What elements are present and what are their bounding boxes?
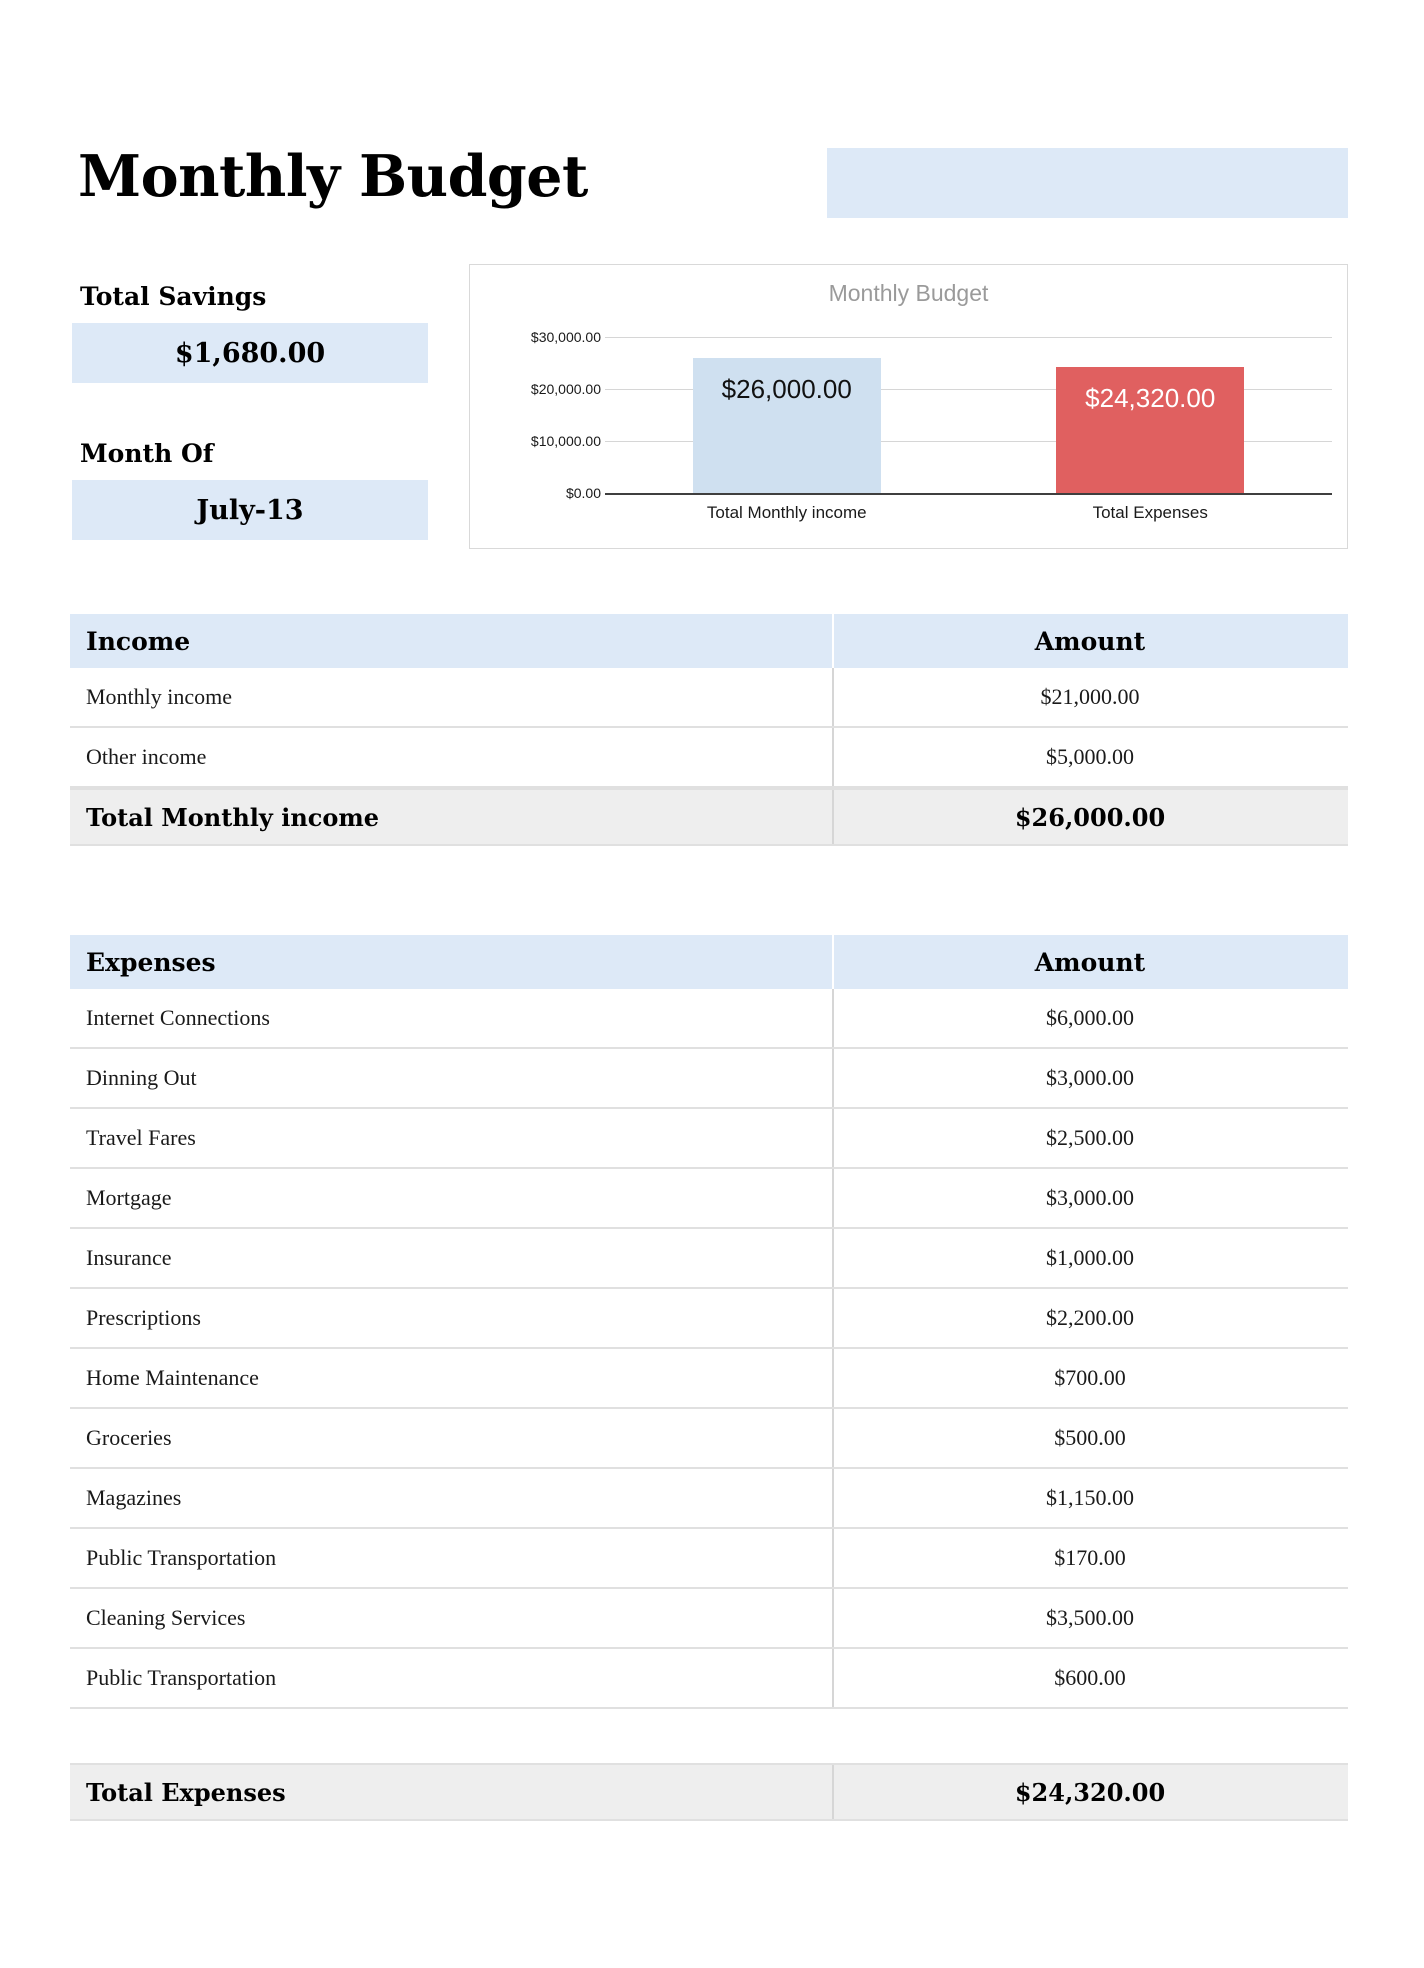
chart-bar-value-label: $26,000.00 <box>721 373 852 404</box>
table-spacer <box>70 1709 1348 1763</box>
expenses-row-amount: $2,200.00 <box>1046 1305 1134 1330</box>
expenses-row-amount: $170.00 <box>1054 1545 1126 1570</box>
chart-y-tick-label: $10,000.00 <box>530 433 601 449</box>
expenses-row-amount: $3,500.00 <box>1046 1605 1134 1630</box>
chart-axis-line <box>605 493 1332 495</box>
income-row-amount: $21,000.00 <box>1040 684 1140 709</box>
expenses-header-name: Expenses <box>86 947 216 977</box>
column-divider <box>832 1765 834 1819</box>
expenses-row-name: Dinning Out <box>86 1065 197 1090</box>
income-total-amount: $26,000.00 <box>1014 802 1166 832</box>
table-row[interactable] <box>70 728 1348 788</box>
month-of-label: Month Of <box>80 439 214 468</box>
chart-bar[interactable] <box>693 358 881 493</box>
column-divider <box>832 1229 834 1287</box>
income-total-name: Total Monthly income <box>86 802 380 832</box>
column-divider <box>832 1469 834 1527</box>
chart-category-label: Total Expenses <box>1092 503 1208 522</box>
expenses-row-amount: $3,000.00 <box>1046 1065 1134 1090</box>
income-row-name: Monthly income <box>86 684 233 709</box>
table-row[interactable] <box>70 1589 1348 1649</box>
income-total-row[interactable] <box>70 788 1348 846</box>
expenses-row-amount: $500.00 <box>1054 1425 1126 1450</box>
chart-title: Monthly Budget <box>828 280 989 306</box>
chart-plot-area <box>530 329 1332 522</box>
expenses-row-name: Mortgage <box>86 1185 172 1210</box>
income-header-name: Income <box>86 626 191 656</box>
table-row[interactable] <box>70 989 1348 1049</box>
table-row[interactable] <box>70 1169 1348 1229</box>
total-savings-value: $1,680.00 <box>174 337 326 369</box>
expenses-row-amount: $1,150.00 <box>1046 1485 1134 1510</box>
chart-y-tick-label: $20,000.00 <box>530 381 601 397</box>
chart-category-label: Total Monthly income <box>706 503 867 522</box>
column-divider <box>832 1649 834 1707</box>
expenses-row-name: Internet Connections <box>86 1005 270 1030</box>
column-divider <box>832 1169 834 1227</box>
table-row[interactable] <box>70 1109 1348 1169</box>
total-savings-value-box[interactable] <box>72 323 428 383</box>
expenses-row-name: Public Transportation <box>86 1665 277 1690</box>
income-row-amount: $5,000.00 <box>1046 744 1134 769</box>
expenses-row-name: Home Maintenance <box>86 1365 259 1390</box>
income-header-row <box>70 614 1348 668</box>
expenses-row-name: Groceries <box>86 1425 172 1450</box>
column-divider <box>832 1409 834 1467</box>
expenses-row-name: Travel Fares <box>86 1125 196 1150</box>
expenses-header-row <box>70 935 1348 989</box>
expenses-header-amount: Amount <box>1034 947 1146 977</box>
income-row-name: Other income <box>86 744 207 769</box>
table-row[interactable] <box>70 1469 1348 1529</box>
expenses-row-amount: $6,000.00 <box>1046 1005 1134 1030</box>
chart-gridline <box>605 337 1332 338</box>
month-of-value: July-13 <box>196 494 304 526</box>
column-divider <box>832 614 834 668</box>
header-accent-box <box>827 148 1348 218</box>
chart-bar[interactable] <box>1056 367 1244 493</box>
table-row[interactable] <box>70 668 1348 728</box>
table-row[interactable] <box>70 1649 1348 1709</box>
expenses-row-amount: $600.00 <box>1054 1665 1126 1690</box>
expenses-row-name: Prescriptions <box>86 1305 201 1330</box>
expenses-row-amount: $2,500.00 <box>1046 1125 1134 1150</box>
column-divider <box>832 1349 834 1407</box>
month-of-value-box[interactable] <box>72 480 428 540</box>
expenses-row-name: Public Transportation <box>86 1545 277 1570</box>
table-row[interactable] <box>70 1349 1348 1409</box>
expenses-row-name: Insurance <box>86 1245 172 1270</box>
total-savings-label: Total Savings <box>80 282 267 311</box>
expenses-row-amount: $1,000.00 <box>1046 1245 1134 1270</box>
income-table <box>70 614 1348 846</box>
expenses-total-name: Total Expenses <box>86 1777 286 1807</box>
column-divider <box>832 1529 834 1587</box>
page-title: Monthly Budget <box>78 143 588 210</box>
column-divider <box>832 1109 834 1167</box>
table-row[interactable] <box>70 1289 1348 1349</box>
column-divider <box>832 1049 834 1107</box>
column-divider <box>832 1289 834 1347</box>
expenses-table <box>70 935 1348 1821</box>
expenses-row-name: Cleaning Services <box>86 1605 246 1630</box>
table-row[interactable] <box>70 1409 1348 1469</box>
chart-bar-value-label: $24,320.00 <box>1085 382 1216 413</box>
table-row[interactable] <box>70 1529 1348 1589</box>
table-row[interactable] <box>70 1049 1348 1109</box>
column-divider <box>832 989 834 1047</box>
chart-y-tick-label: $0.00 <box>565 485 601 501</box>
income-header-amount: Amount <box>1034 626 1146 656</box>
expenses-total-amount: $24,320.00 <box>1014 1777 1166 1807</box>
table-row[interactable] <box>70 1229 1348 1289</box>
chart-y-tick-label: $30,000.00 <box>530 329 601 345</box>
budget-bar-chart <box>469 264 1348 549</box>
expenses-row-name: Magazines <box>86 1485 182 1510</box>
expenses-total-row[interactable] <box>70 1763 1348 1821</box>
column-divider <box>832 668 834 726</box>
column-divider <box>832 728 834 786</box>
column-divider <box>832 790 834 844</box>
expenses-row-amount: $3,000.00 <box>1046 1185 1134 1210</box>
expenses-row-amount: $700.00 <box>1054 1365 1126 1390</box>
column-divider <box>832 1589 834 1647</box>
column-divider <box>832 935 834 989</box>
